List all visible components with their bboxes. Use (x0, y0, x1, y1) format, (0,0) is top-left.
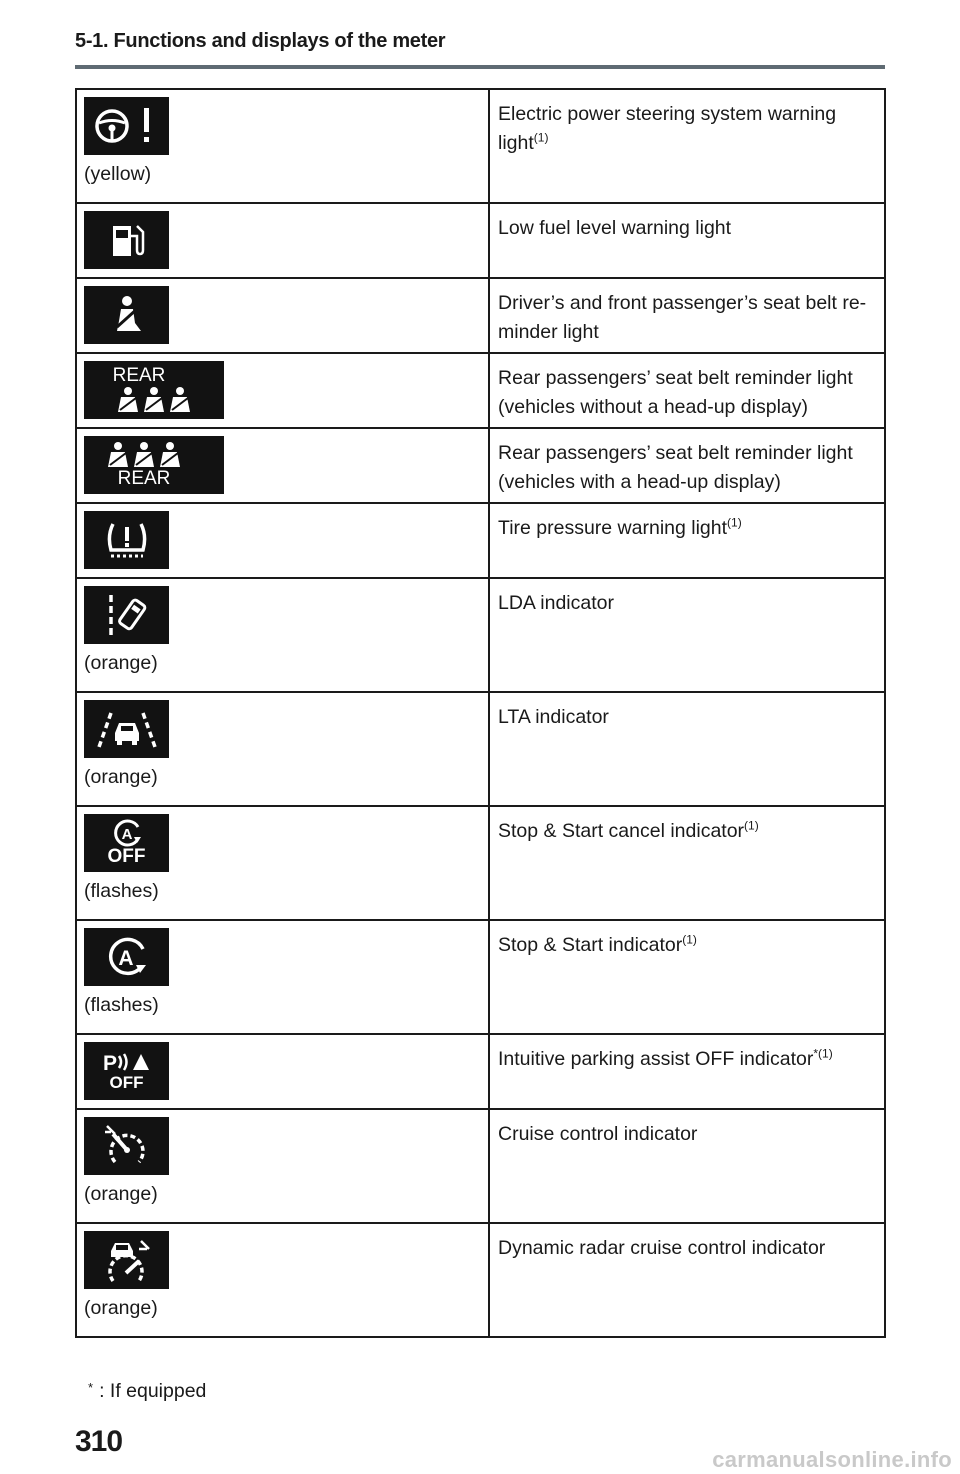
section-header: 5-1. Functions and displays of the meter (75, 30, 446, 52)
description-text: Electric power steering system warning light (498, 103, 837, 154)
icon-note: (orange) (84, 1297, 158, 1319)
description-cell (489, 203, 885, 278)
indicator-table (75, 88, 886, 1338)
icon-cell (76, 428, 489, 503)
tire-pressure-icon (84, 511, 169, 569)
lda-icon (84, 586, 169, 644)
icon-text: OFF (109, 1073, 144, 1092)
footnote-star: * (88, 1380, 94, 1395)
rear-seatbelt-icon (84, 361, 224, 419)
description-text: Rear passengers’ seat belt reminder light (vehicles with a head-up display) (498, 442, 853, 493)
table-row (76, 428, 885, 503)
svg-text:A: A (117, 947, 134, 970)
description-cell (489, 89, 885, 203)
radar-cruise-icon (84, 1231, 169, 1289)
icon-cell (76, 353, 489, 428)
table-row (76, 353, 885, 428)
description-cell (489, 692, 885, 806)
icon-note: (yellow) (84, 163, 152, 185)
icon-cell (76, 578, 489, 692)
description-text: Dynamic radar cruise control indicator (498, 1237, 826, 1259)
svg-text:A: A (121, 826, 132, 843)
fuel-pump-icon (84, 211, 169, 269)
footnote (88, 1380, 206, 1403)
footnote-ref: (1) (727, 515, 742, 530)
footnote-text: : If equipped (99, 1380, 207, 1402)
icon-note: (orange) (84, 766, 158, 788)
table-row (76, 1223, 885, 1337)
icon-cell (76, 203, 489, 278)
description-cell (489, 1034, 885, 1109)
stop-start-cancel-icon (84, 814, 169, 872)
description-text: LTA indicator (498, 706, 609, 728)
footnote-ref: (1) (682, 932, 697, 947)
icon-cell (76, 1034, 489, 1109)
description-cell (489, 1109, 885, 1223)
description-text: Low fuel level warning light (498, 217, 732, 239)
description-text: Rear passengers’ seat belt reminder light (vehicles without a head-up display) (498, 367, 853, 418)
svg-text:P: P (102, 1052, 117, 1074)
header-divider (75, 65, 885, 69)
table-row (76, 89, 885, 203)
description-cell (489, 920, 885, 1034)
description-text: Intuitive parking assist OFF indicator (498, 1048, 814, 1070)
icon-note: (flashes) (84, 994, 159, 1016)
icon-cell (76, 1223, 489, 1337)
icon-note: (orange) (84, 1183, 158, 1205)
icon-text: REAR (112, 365, 166, 386)
table-row (76, 203, 885, 278)
icon-text: OFF (107, 846, 146, 867)
icon-note: (flashes) (84, 880, 159, 902)
description-cell (489, 278, 885, 353)
icon-cell (76, 278, 489, 353)
description-cell (489, 428, 885, 503)
description-cell (489, 578, 885, 692)
footnote-ref: (1) (533, 130, 549, 145)
description-text: Tire pressure warning light (498, 517, 728, 539)
icon-text: REAR (117, 468, 171, 489)
icon-note: (orange) (84, 652, 158, 674)
table-row (76, 806, 885, 920)
description-text: Stop & Start indicator (498, 934, 683, 956)
description-cell (489, 503, 885, 578)
table-row (76, 278, 885, 353)
steering-warning-icon (84, 97, 169, 155)
parking-assist-off-icon (84, 1042, 169, 1100)
description-cell (489, 353, 885, 428)
footnote-ref: (1) (744, 818, 759, 833)
icon-cell (76, 692, 489, 806)
description-cell (489, 1223, 885, 1337)
lta-icon (84, 700, 169, 758)
watermark: carmanualsonline.info (712, 1447, 952, 1472)
table-row (76, 503, 885, 578)
description-text: Driver’s and front passenger’s seat belt re-minder light (498, 292, 867, 343)
stop-start-icon (84, 928, 169, 986)
table-row (76, 578, 885, 692)
page-number: 310 (75, 1425, 123, 1458)
description-text: Stop & Start cancel indicator (498, 820, 745, 842)
icon-cell (76, 920, 489, 1034)
description-cell (489, 806, 885, 920)
seatbelt-icon (84, 286, 169, 344)
description-text: Cruise control indicator (498, 1123, 698, 1145)
icon-cell (76, 89, 489, 203)
table-row (76, 1034, 885, 1109)
description-text: LDA indicator (498, 592, 614, 614)
icon-cell (76, 503, 489, 578)
table-row (76, 1109, 885, 1223)
table-row (76, 692, 885, 806)
footnote-ref: *(1) (813, 1046, 833, 1061)
cruise-control-icon (84, 1117, 169, 1175)
icon-cell (76, 806, 489, 920)
icon-cell (76, 1109, 489, 1223)
rear-seatbelt-hud-icon (84, 436, 224, 494)
table-row (76, 920, 885, 1034)
